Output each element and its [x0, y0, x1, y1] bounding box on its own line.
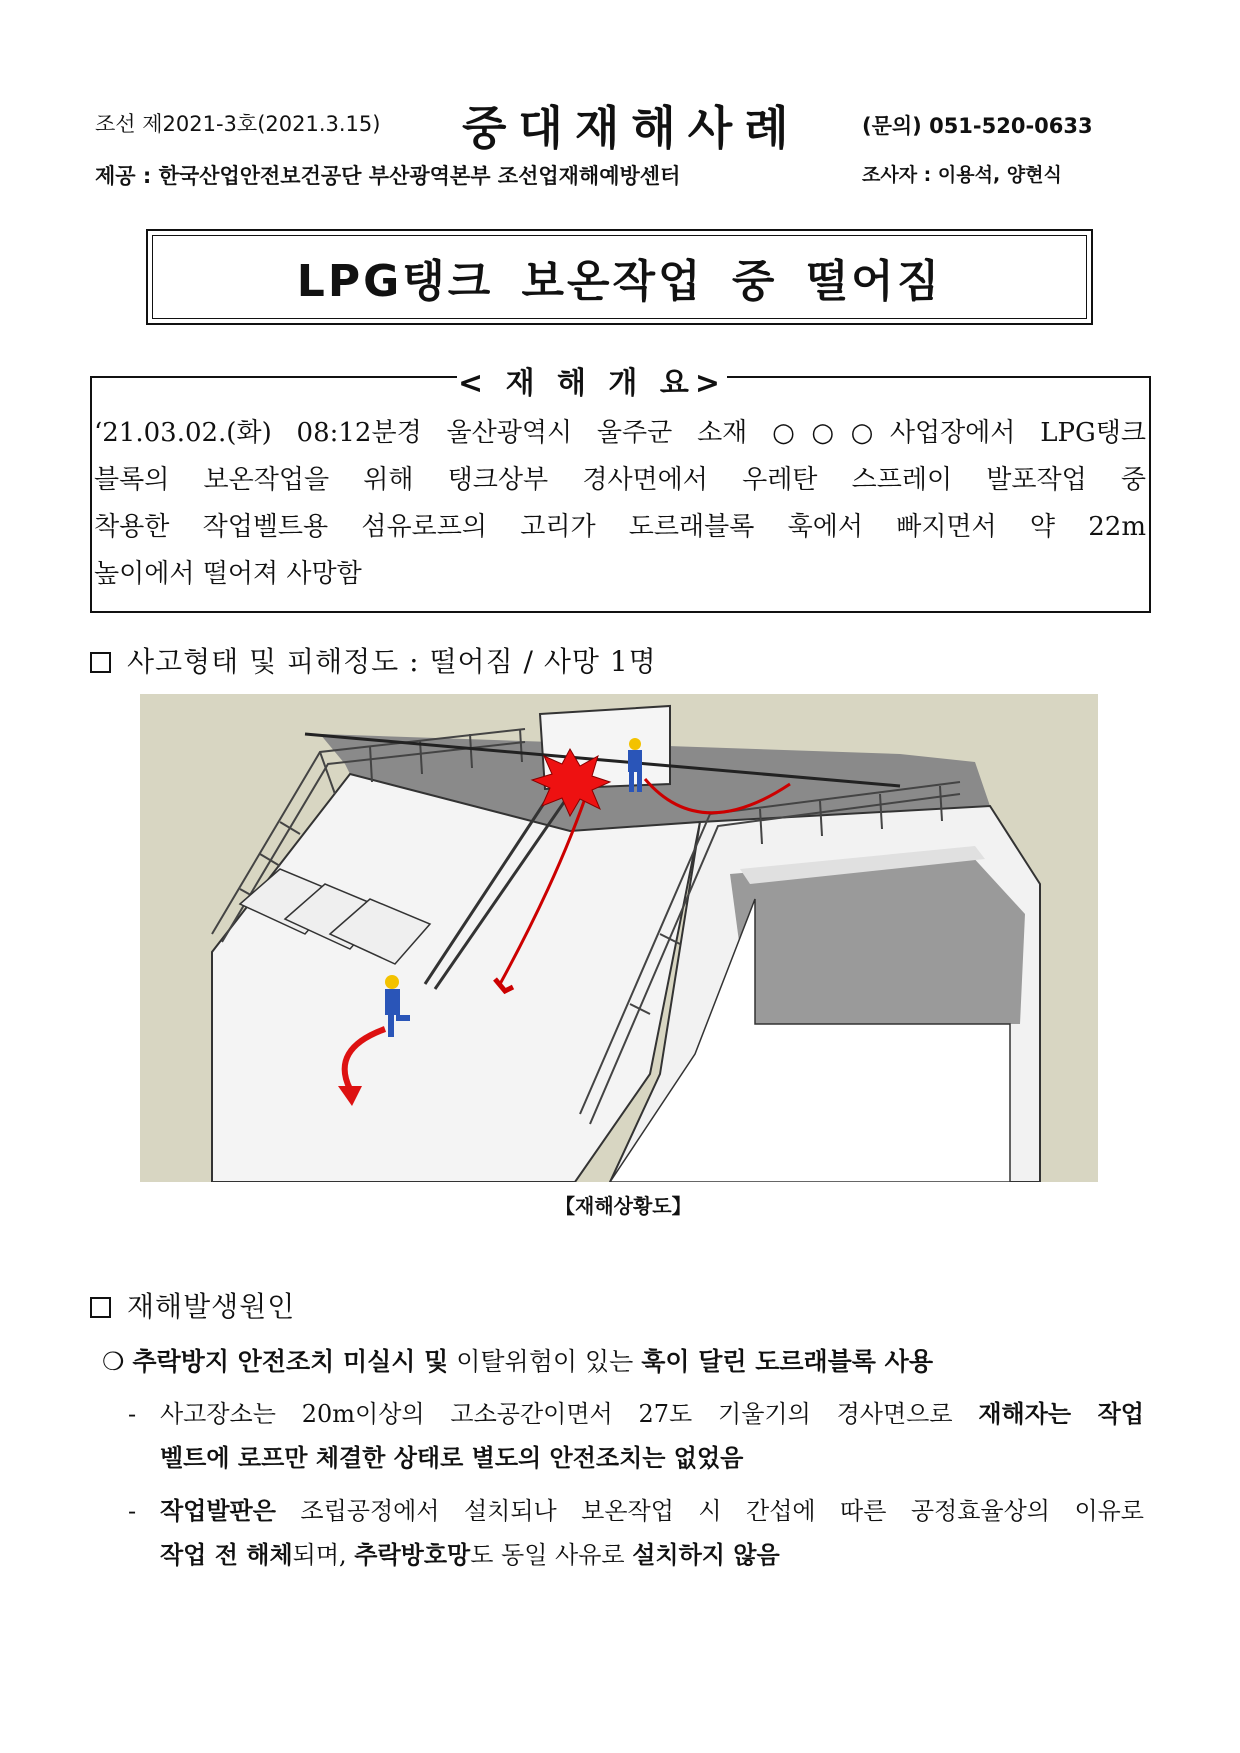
accident-type-section	[90, 640, 657, 680]
issue-number: 조선 제2021-3호(2021.3.15)	[95, 112, 381, 136]
causes-heading: 재해발생원인	[127, 1290, 296, 1323]
bullet-icon: ❍	[102, 1347, 125, 1376]
causes-section	[90, 1285, 295, 1325]
checkbox-icon	[90, 1297, 111, 1318]
dash: -	[128, 1400, 137, 1428]
summary-line: ‘21.03.02.(화) 08:12분경 울산광역시 울주군 소재 ○○○사업장에서 LPG탱크	[94, 418, 1146, 448]
detail-bold: 작업 전 해체	[160, 1541, 293, 1569]
detail-bold: 추락방호망	[354, 1541, 471, 1569]
cause-detail-1	[128, 1392, 1144, 1480]
title-box	[146, 229, 1093, 325]
summary-line: 블록의 보온작업을 위해 탱크상부 경사면에서 우레탄 스프레이 발포작업 중	[94, 465, 1146, 495]
detail-text: 조립공정에서 설치되나 보온작업 시 간섭에 따른 공정효율상의 이유로	[275, 1497, 1144, 1525]
document-title: 중대재해사례	[462, 101, 801, 155]
investigators: 조사자 : 이용석, 양현식	[862, 164, 1062, 186]
summary-text	[94, 410, 1146, 598]
main-cause	[102, 1342, 933, 1378]
main-cause-bold-1: 추락방지 안전조치 미실시 및	[132, 1347, 449, 1376]
detail-text: 벨트에 로프만 체결한 상태로 별도의 안전조치는 없었음	[160, 1444, 744, 1472]
detail-bold: 작업발판은	[160, 1497, 276, 1525]
main-title: LPG탱크 보온작업 중 떨어짐	[296, 256, 943, 307]
checkbox-icon	[90, 652, 111, 673]
summary-line: 착용한 작업벨트용 섬유로프의 고리가 도르래블록 훅에서 빠지면서 약 22m	[94, 512, 1146, 542]
detail-text: 되며,	[292, 1541, 355, 1569]
accident-type-label: 사고형태 및 피해정도 : 떨어짐 / 사망 1명	[127, 645, 657, 678]
illustration-caption: 【재해상황도】	[555, 1194, 692, 1218]
dash: -	[128, 1497, 137, 1525]
detail-text: 도 동일 사유로	[470, 1541, 633, 1569]
accident-illustration	[140, 694, 1098, 1182]
main-cause-bold-2: 훅이 달린 도르래블록 사용	[641, 1347, 933, 1376]
detail-text: 사고장소는 20m이상의 고소공간이면서 27도 기울기의 경사면으로	[160, 1400, 979, 1428]
cause-detail-2	[128, 1489, 1144, 1577]
detail-bold: 설치하지 않음	[632, 1541, 780, 1569]
summary-heading: < 재 해 개 요>	[457, 358, 727, 398]
summary-line: 높이에서 떨어져 사망함	[94, 559, 362, 589]
detail-bold: 재해자는 작업	[978, 1400, 1144, 1428]
provider: 제공 : 한국산업안전보건공단 부산광역본부 조선업재해예방센터	[95, 164, 681, 188]
main-cause-text: 이탈위험이 있는	[448, 1347, 642, 1376]
contact-phone: (문의) 051-520-0633	[862, 114, 1093, 138]
